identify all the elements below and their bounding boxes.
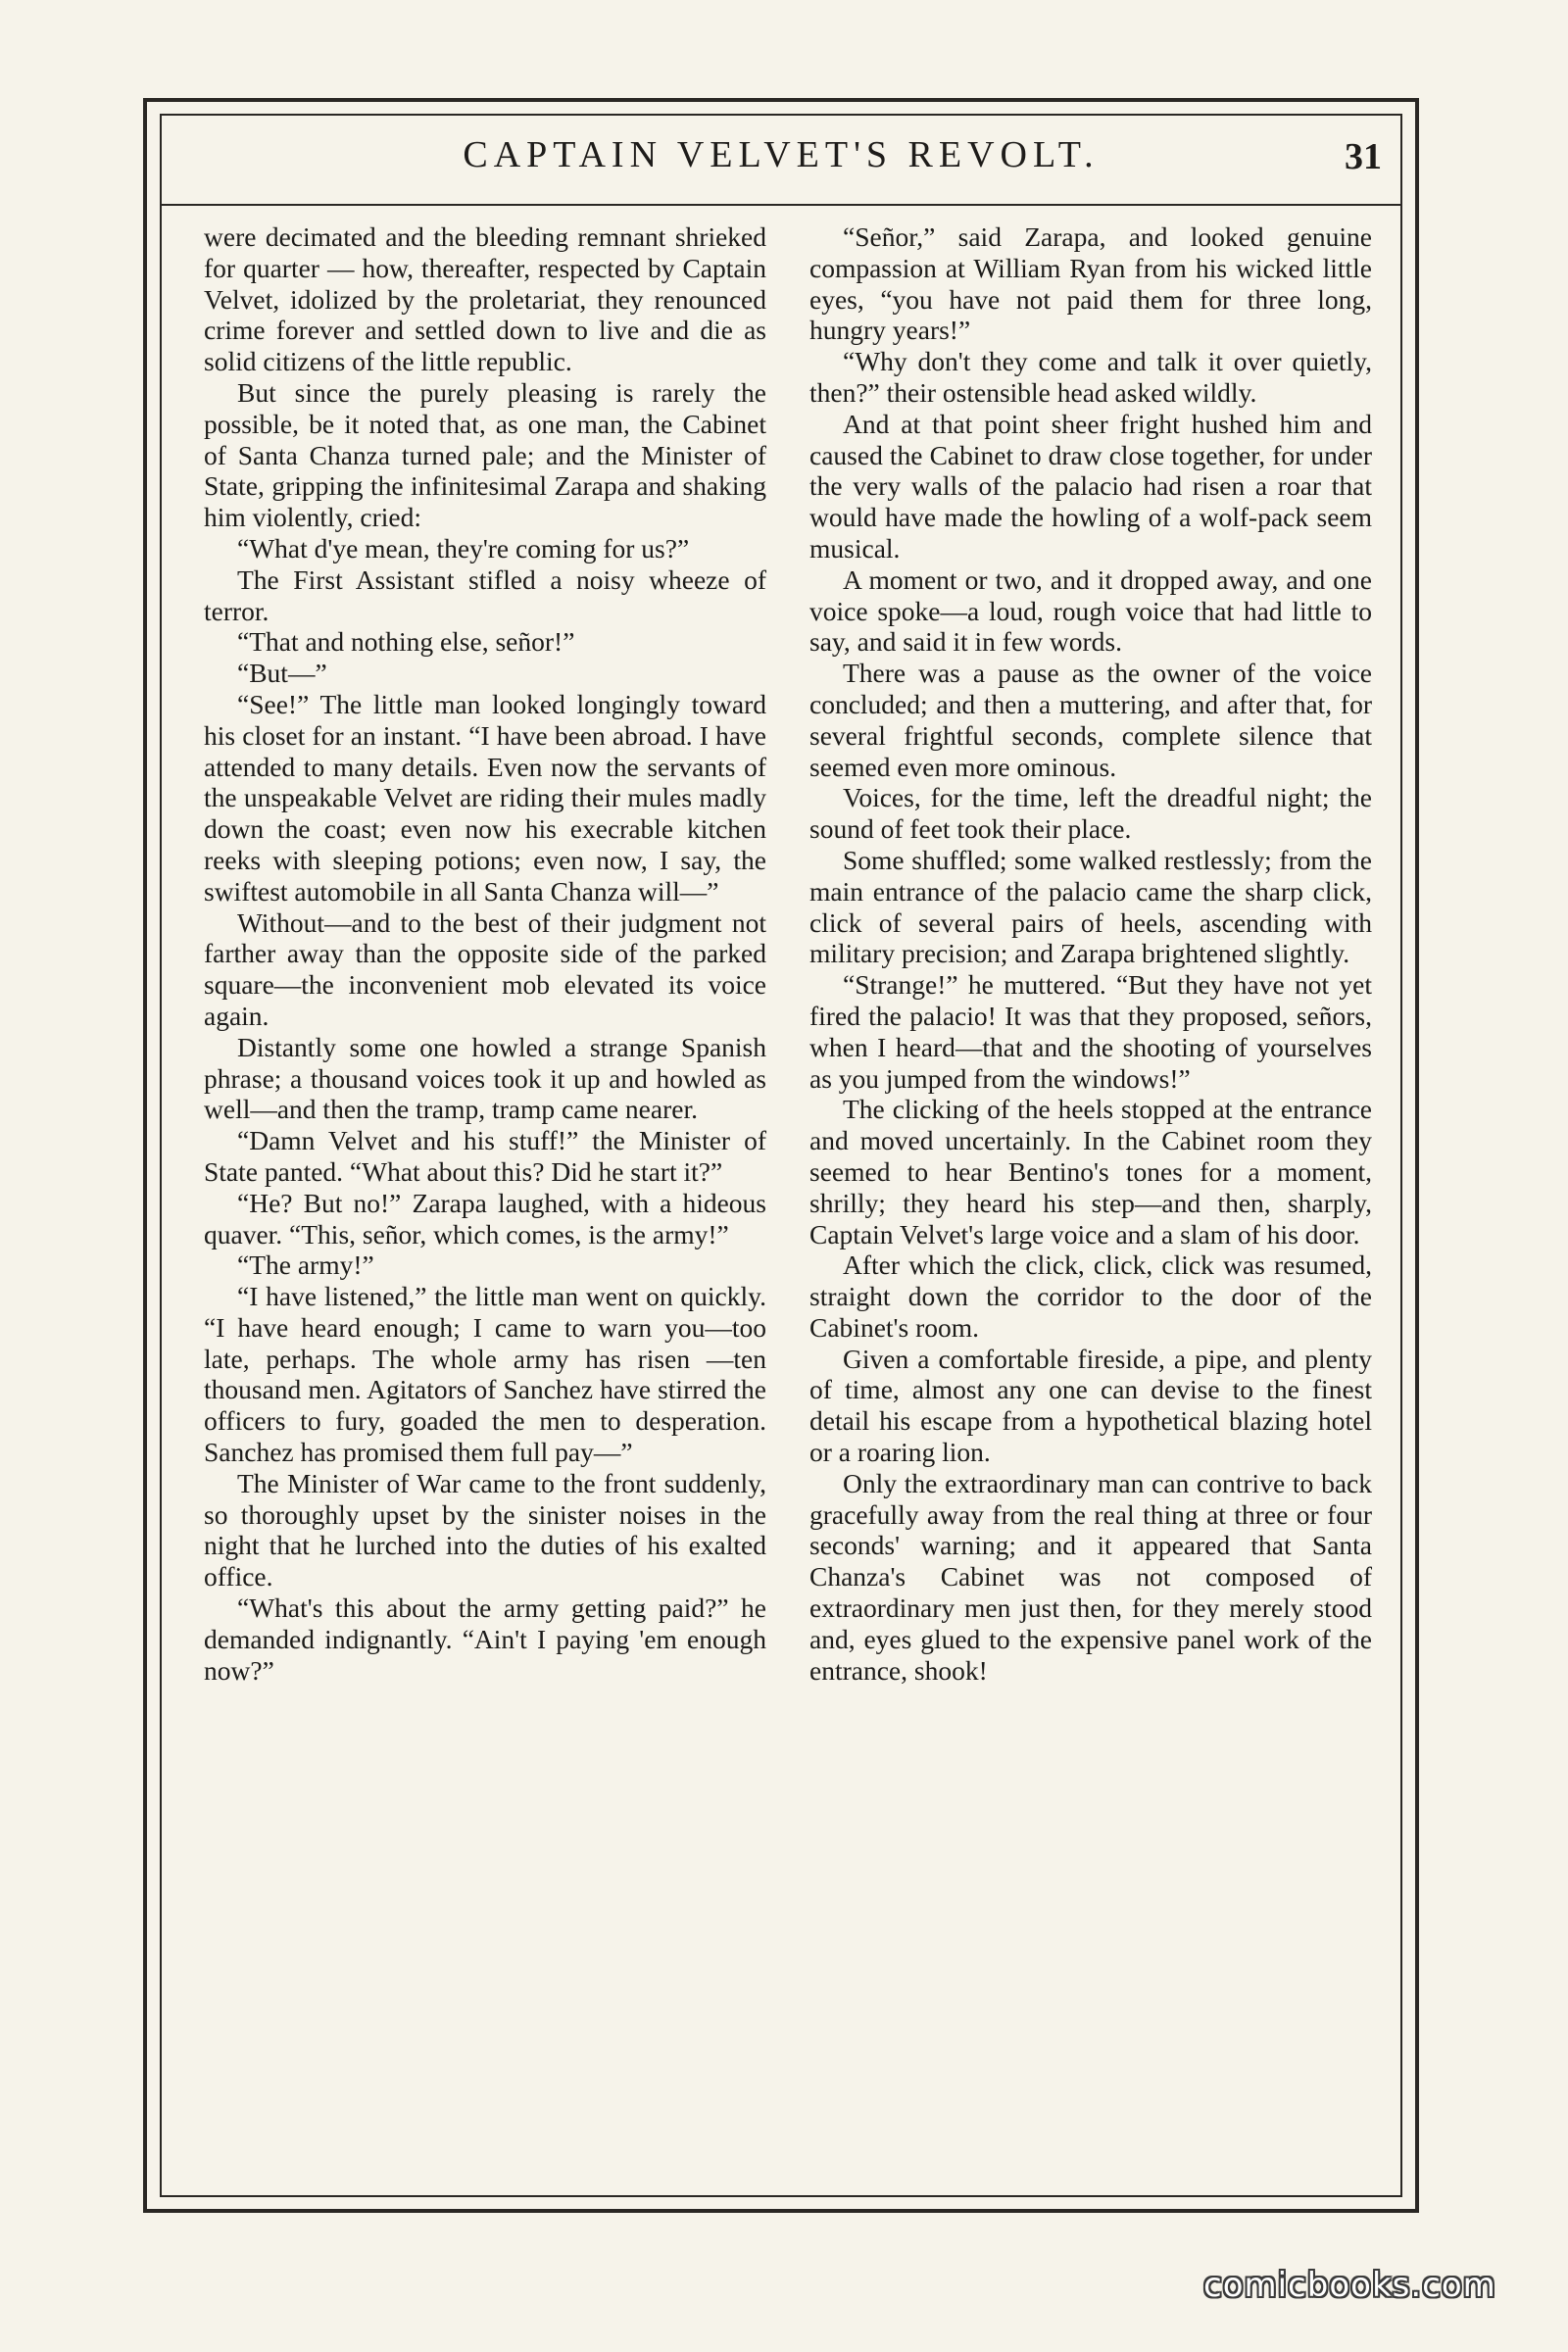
paragraph: And at that point sheer fright hushed him and caused the Cabinet to draw close together, for under the very walls of the palacio had risen a roar that would have made the howling of a wolf-pack seem musical.: [809, 408, 1372, 564]
paragraph: “He? But no!” Zarapa laughed, with a hideous quaver. “This, señor, which comes, is the army!”: [204, 1187, 766, 1250]
paragraph: There was a pause as the owner of the voice concluded; and then a muttering, and after that, for several frightful seconds, complete silence that seemed even more ominous.: [809, 658, 1372, 782]
paragraph: The Minister of War came to the front suddenly, so thoroughly upset by the sinister noises in the night that he lurched into the duties of his exalted office.: [204, 1467, 766, 1592]
paragraph: Voices, for the time, left the dreadful night; the sound of feet took their place.: [809, 782, 1372, 845]
paragraph: “But—”: [237, 658, 327, 689]
paragraph: “What d'ye mean, they're coming for us?”: [237, 532, 690, 564]
paragraph: But since the purely pleasing is rarely the possible, be it noted that, as one man, the Cabinet of Santa Chanza turned pale; and the Minister of State, gripping the infinitesimal Zarapa and shaking him violently, cried:: [204, 376, 766, 533]
paragraph: Some shuffled; some walked restlessly; from the main entrance of the palacio came the sharp click, click of several pairs of heels, ascending with military precision; and Zarapa brightened slightly.: [809, 844, 1372, 969]
header-rule: [160, 204, 1402, 206]
paragraph: The clicking of the heels stopped at the entrance and moved uncertainly. In the Cabinet room they seemed to hear Bentino's tones for a moment, shrilly; they heard his step—and then, sharply, Captain Velvet's large voice and a slam of his door.: [809, 1094, 1372, 1250]
paragraph: Distantly some one howled a strange Spanish phrase; a thousand voices took it up and howled as well—and then the tramp, tramp came nearer.: [204, 1031, 766, 1125]
paragraph: “That and nothing else, señor!”: [237, 626, 575, 658]
paragraph: After which the click, click, click was resumed, straight down the corridor to the door of the Cabinet's room.: [809, 1250, 1372, 1343]
right-column: [809, 221, 1372, 1686]
paragraph: “Señor,” said Zarapa, and looked genuine compassion at William Ryan from his wicked little eyes, “you have not paid them for three long, hungry years!”: [809, 221, 1372, 346]
paragraph: were decimated and the bleeding remnant shrieked for quarter — how, thereafter, respected by Captain Velvet, idolized by the proletariat, they renounced crime forever and settled down to live and die as solid citizens of the little republic.: [204, 221, 766, 377]
page-number: 31: [1345, 136, 1382, 177]
left-column: [204, 221, 766, 1686]
paragraph: “The army!”: [237, 1250, 374, 1281]
paragraph: “I have listened,” the little man went on quickly. “I have heard enough; I came to warn you—too late, perhaps. The whole army has risen —ten thousand men. Agitators of Sanchez have stirred the officers to fury, goaded the men to desperation. Sanchez has promised them full pay—”: [204, 1281, 766, 1468]
paragraph: “What's this about the army getting paid?” he demanded indignantly. “Ain't I paying 'em enough now?”: [204, 1592, 766, 1686]
paragraph: Given a comfortable fireside, a pipe, and plenty of time, almost any one can devise to the finest detail his escape from a hypothetical blazing hotel or a roaring lion.: [809, 1343, 1372, 1468]
paragraph: Only the extraordinary man can contrive to back gracefully away from the real thing at three or four seconds' warning; and it appeared that Santa Chanza's Cabinet was not composed of extraordinary men just then, for they merely stood and, eyes glued to the expensive panel work of the entrance, shook!: [809, 1467, 1372, 1686]
paragraph: “Why don't they come and talk it over quietly, then?” their ostensible head asked wildly.: [809, 346, 1372, 408]
running-title: CAPTAIN VELVET'S REVOLT.: [463, 134, 1100, 175]
watermark-logo: comicbooks.com: [1203, 2266, 1496, 2305]
paragraph: A moment or two, and it dropped away, and one voice spoke—a loud, rough voice that had little to say, and said it in few words.: [809, 564, 1372, 658]
paragraph: Without—and to the best of their judgment not farther away than the opposite side of the parked square—the inconvenient mob elevated its voice again.: [204, 906, 766, 1031]
paragraph: The First Assistant stifled a noisy wheeze of terror.: [204, 564, 766, 626]
paragraph: “Damn Velvet and his stuff!” the Minister of State panted. “What about this? Did he start it?”: [204, 1125, 766, 1187]
paragraph: “Strange!” he muttered. “But they have not yet fired the palacio! It was that they proposed, señors, when I heard—that and the shooting of yourselves as you jumped from the windows!”: [809, 969, 1372, 1094]
paragraph: “See!” The little man looked longingly toward his closet for an instant. “I have been abroad. I have attended to many details. Even now the servants of the unspeakable Velvet are riding their mules madly down the coast; even now his execrable kitchen reeks with sleeping potions; even now, I say, the swiftest automobile in all Santa Chanza will—”: [204, 688, 766, 906]
